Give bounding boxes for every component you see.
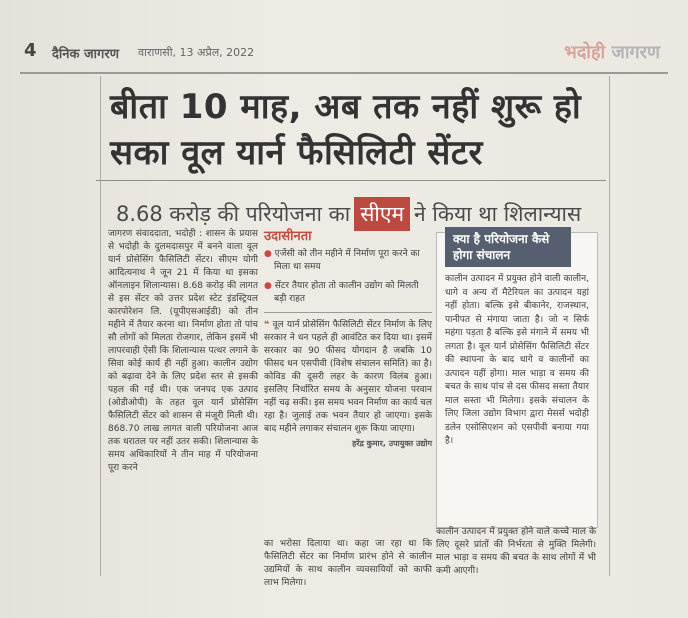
sidebar-box	[264, 226, 432, 534]
brand-part-1: भदोही	[564, 42, 606, 63]
subhead-before: 8.68 करोड़ की परियोजना का	[116, 202, 351, 226]
headline: बीता 10 माह, अब तक नहीं शुरू हो सका वूल यार्न फैसिलिटी सेंटर	[110, 87, 582, 173]
info-box-body: कालीन उत्पादन में प्रयुक्त होने वाली कालीन, धागे व अन्य रॉ मैटेरियल का उत्पादन यहां नहीं होता। बल्कि इसे बीकानेर, राजस्थान, पानीपत से मंगाया जाता है। जो न सिर्फ महंगा पड़ता है बल्कि इसे मंगाने में समय भी लगता है। वूल यार्न प्रोसेसिंग फैसिलिटी सेंटर की स्थापना के बाद धागे व कालीनों का उत्पादन यहीं होगा। माल भाड़ा व समय की बचत के साथ पांच से दस फीसद सस्ता तैयार माल सस्ता भी मिलेगा। इसके संचालन के लिए जिला उद्योग विभाग द्वारा मेसर्स भदोही डलेन एसोसिएशन को एसपीवी बनाया गया है।	[445, 274, 589, 446]
masthead-rule	[20, 72, 668, 74]
bullet-dot-icon: ●	[264, 281, 275, 291]
paper-name: दैनिक जागरण	[52, 47, 120, 62]
bullet-item	[264, 248, 432, 274]
bullet-item	[264, 280, 432, 306]
brand-part-2: जागरण	[611, 42, 660, 63]
headline-divider	[96, 180, 606, 181]
subhead-after: ने किया था शिलान्यास	[414, 202, 582, 226]
quote-body: वूल यार्न प्रोसेसिंग फैसिलिटी सेंटर निर्माण के लिए सरकार ने धन पहले ही आवंटित कर दिया था। इसमें सरकार का 90 फीसद योगदान है जबकि 10 फीसद धन एसपीवी (विशेष संचालन समिति) का है। कोविड की दूसरी लहर के कारण विलंब हुआ। इसलिए निर्धारित समय के अनुसार योजना परवान नहीं चढ़ सकी। इस समय भवन निर्माण का कार्य चल रहा है। जुलाई तक भवन तैयार हो जाएगा। इसके बाद महीने लगाकर संचालन शुरू किया जाएगा।	[264, 320, 432, 434]
left-column	[108, 228, 258, 475]
edition-date: वाराणसी, 13 अप्रैल, 2022	[138, 46, 255, 59]
section-brand	[564, 40, 660, 64]
masthead	[0, 40, 688, 66]
official-quote	[264, 319, 432, 436]
quote-icon: ❝	[264, 320, 273, 330]
sidebar-divider	[264, 312, 432, 313]
bullet-dot-icon: ●	[264, 249, 275, 259]
sidebar-title: उदासीनता	[264, 229, 312, 244]
info-box-title: क्या है परियोजना कैसे होगा संचालन	[445, 227, 571, 267]
bullet-text: सेंटर तैयार होता तो कालीन उद्योग को मिलती बड़ी राहत	[274, 281, 419, 304]
bullet-text: एजेंसी को तीन महीने में निर्माण पूरा करने का मिला था समय	[274, 249, 420, 272]
subhead-badge: सीएम	[354, 197, 410, 231]
left-column-text: जागरण संवाददाता, भदोही : शासन के प्रयास से भदोही के दुलमदासपुर में बनने वाला वूल यार्न प्रोसेसिंग फैसिलिटी सेंटर। सीएम योगी आदित्यनाथ ने जून 21 में किया था इसका ऑनलाइन शिलान्यास। 8.68 करोड़ की लागत से इस सेंटर को उत्तर प्रदेश स्टेट इंडस्ट्रियल कारपोरेशन लि. (यूपीएसआईडी) को तीन महीने में तैयार करना था। निर्माण होता तो पांच सौ लोगों को मिलता रोजगार, लेकिन इसमें भी लापरवाही ऐसी कि शिलान्यास पत्थर लगाने के सिवा कोई कार्य ही नहीं हुआ। कालीन उद्योग को बढ़ावा देने के लिए प्रदेश स्तर से इसकी पहल की गई थी। एक जनपद एक उत्पाद (ओडीओपी) के तहत वूल यार्न प्रोसेसिंग फैसिलिटी सेंटर को शासन से मंजूरी मिली थी। 868.70 लाख लागत वाली परियोजना आज तक धरातल पर नहीं उतर सकी। शिलान्यास के समय अधिकारियों ने तीन माह में परियोजना पूरा करने	[108, 229, 258, 473]
bottom-right-text: कालीन उत्पादन में प्रयुक्त होने वाले कच्चे माल के लिए दूसरे प्रांतों की निर्भरता से मुक्ति मिलेगी। माल भाड़ा व समय की बचत के साथ लोगों में भी कमी आएगी।	[436, 527, 596, 576]
info-box	[436, 232, 598, 528]
quote-byline: हरेंद्र कुमार, उपायुक्त उद्योग	[352, 439, 432, 448]
page-number: 4	[24, 40, 37, 61]
bottom-middle-text: का भरोसा दिलाया था। कहा जा रहा था कि फैसिलिटी सेंटर का निर्माण प्रारंभ होने से कालीन उद्यमियों के साथ कालीन व्यवसायियों को काफी लाभ मिलेगा।	[264, 539, 432, 588]
